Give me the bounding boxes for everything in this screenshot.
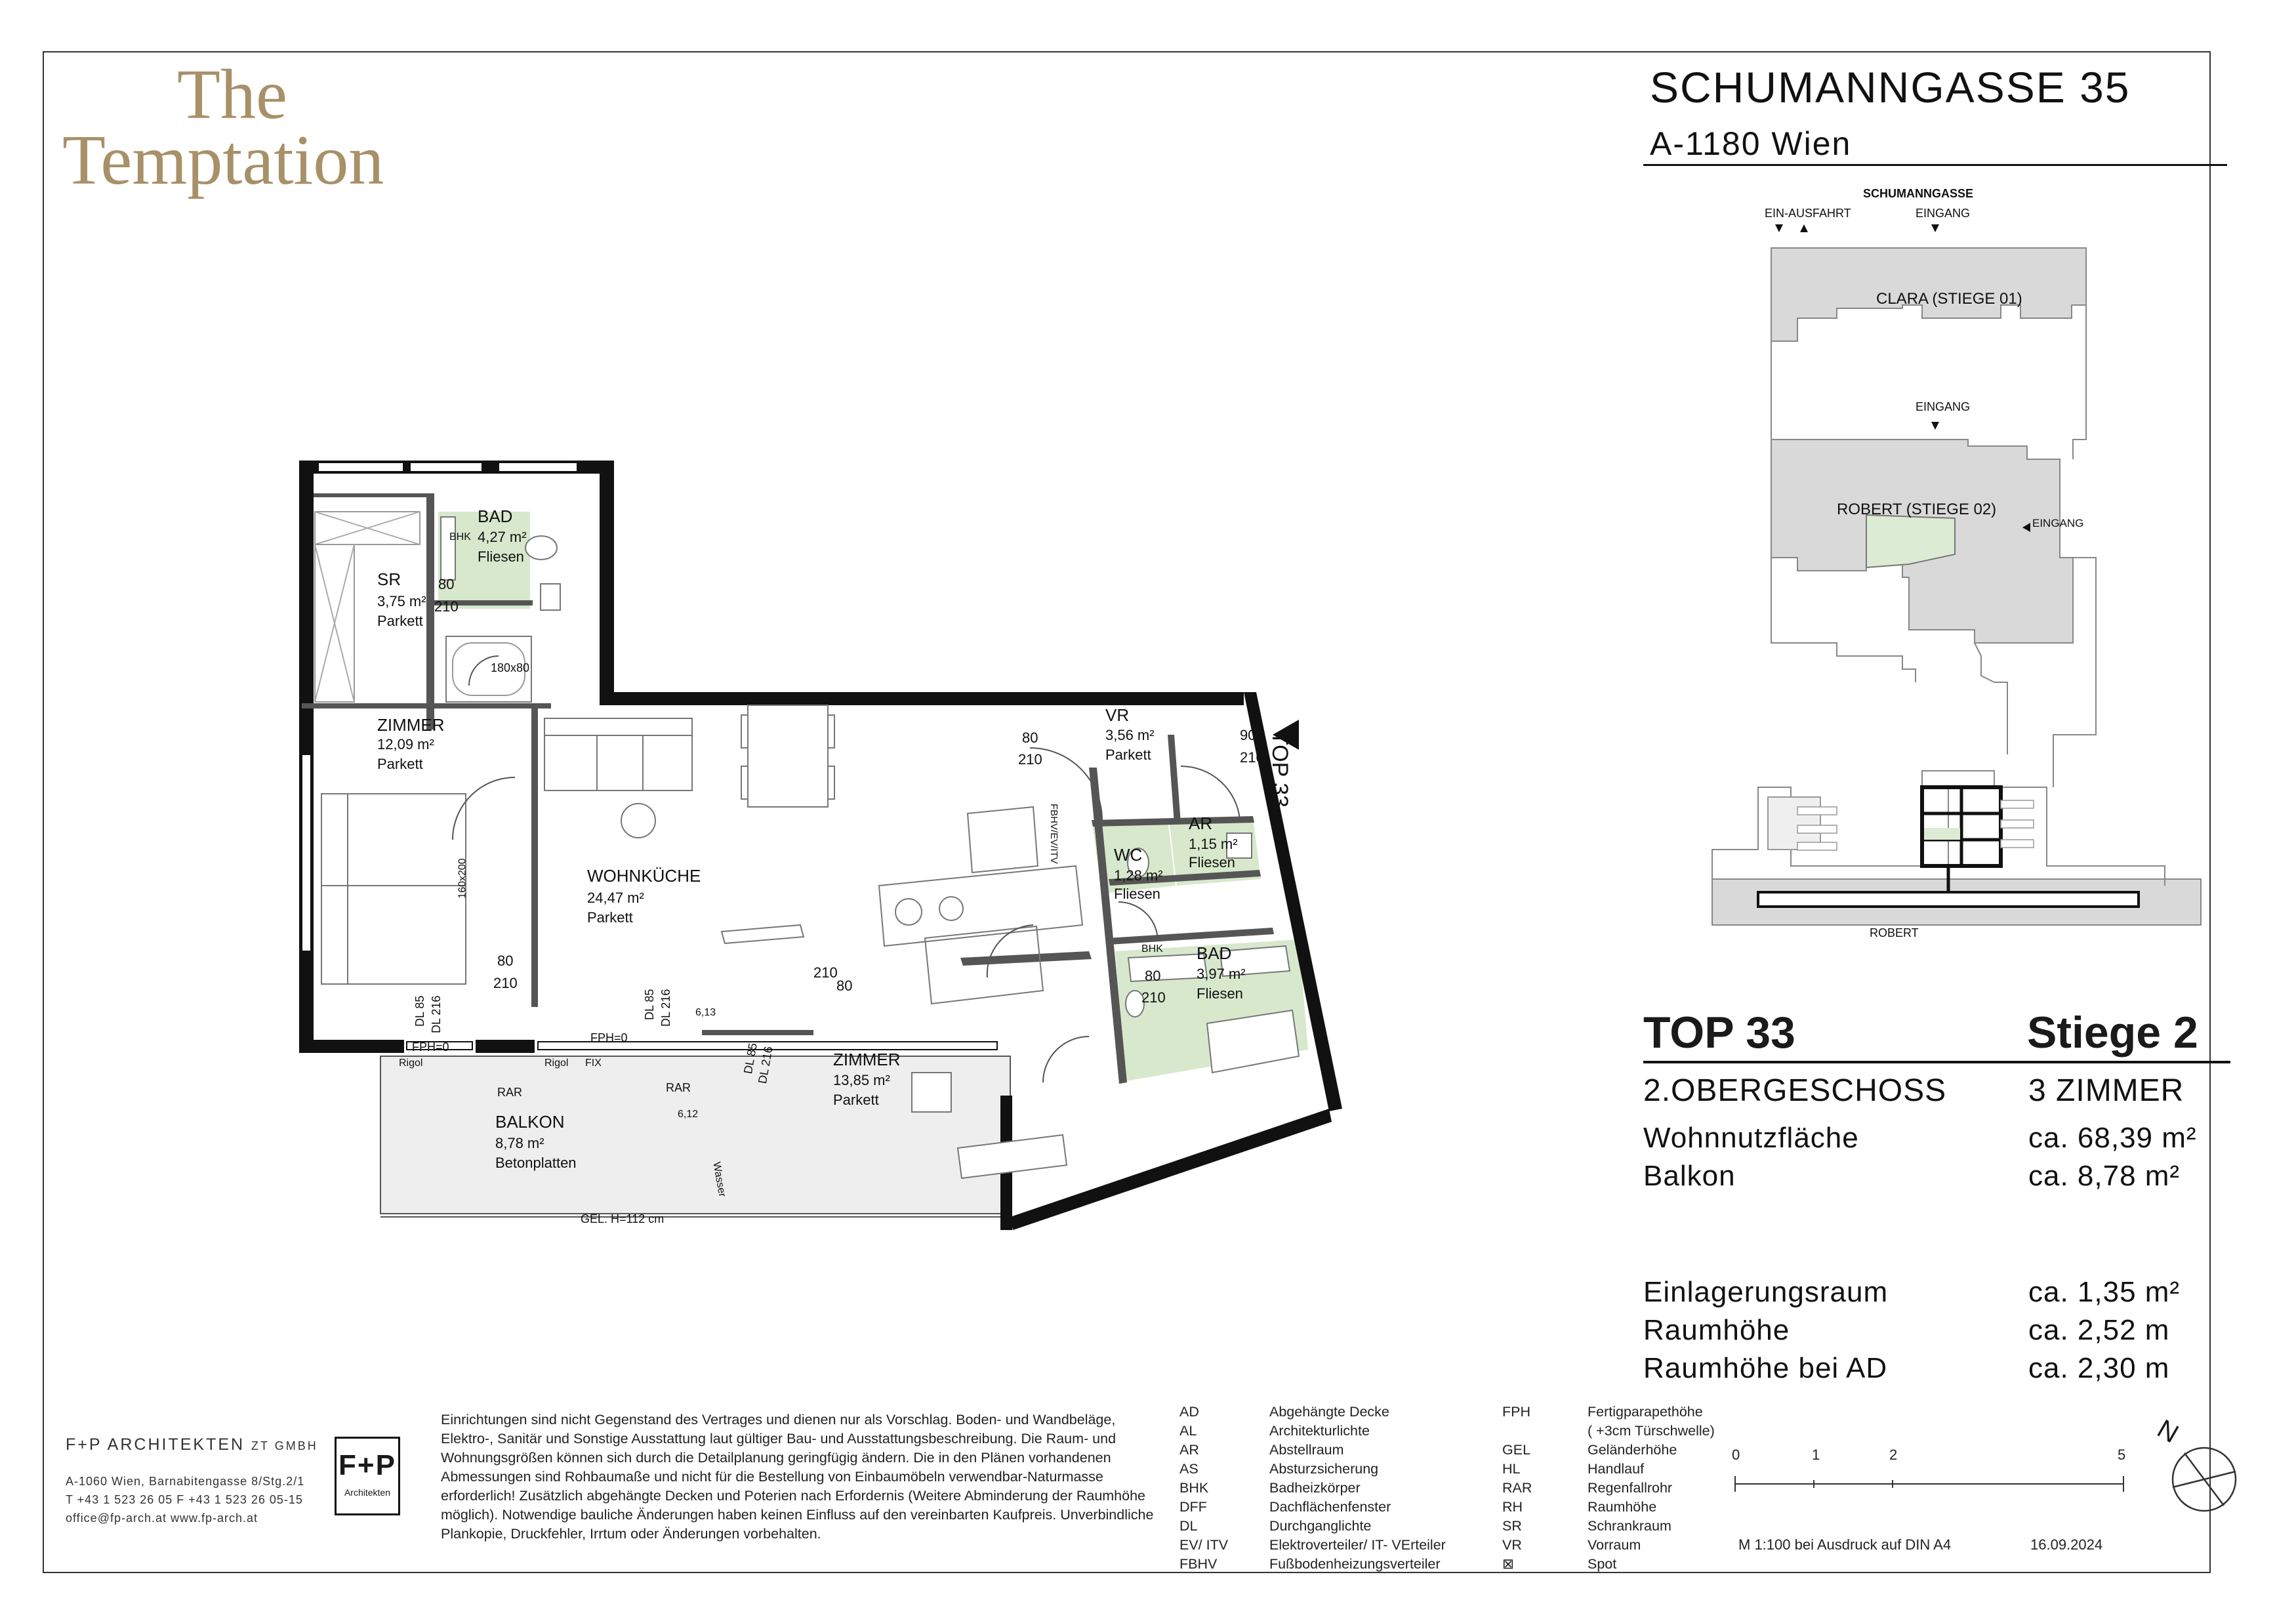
room-zimmer1-area: 12,09 m² — [377, 736, 434, 752]
address-street: SCHUMANNGASSE 35 — [1650, 63, 2131, 112]
site-entrance-top: EINGANG — [1916, 207, 1971, 220]
unit-row-label: Raumhöhe bei AD — [1643, 1352, 1888, 1384]
room-wc-floor: Fliesen — [1114, 886, 1160, 902]
legend-text: Badheizkörper — [1269, 1480, 1361, 1496]
site-entrance-side: EINGANG — [2032, 517, 2084, 529]
legend-text: Abgehängte Decke — [1269, 1404, 1389, 1420]
brand-line2: Temptation — [62, 121, 384, 199]
legend-abbr: DFF — [1179, 1499, 1207, 1515]
fph-middle: FPH=0 — [590, 1031, 628, 1044]
room-vr-name: VR — [1105, 705, 1130, 725]
legend-text: Elektroverteiler/ IT- VErteiler — [1269, 1537, 1446, 1553]
room-bad2-area: 3,97 m² — [1197, 966, 1246, 982]
room-wohnkueche-name: WOHNKÜCHE — [587, 866, 701, 886]
firm-logo-text: F+P — [338, 1449, 396, 1481]
spot-icon: ⊠ — [1502, 1556, 1515, 1572]
room-bad1-floor: Fliesen — [478, 548, 524, 565]
scale-tick-label: 1 — [1812, 1447, 1820, 1463]
firm-phone: T +43 1 523 26 05 F +43 1 523 26 05-15 — [66, 1493, 303, 1506]
legend-text: Dachflächenfenster — [1269, 1499, 1391, 1515]
site-building-robert-label: ROBERT (STIEGE 02) — [1837, 501, 1997, 518]
room-sr-name: SR — [377, 569, 401, 589]
room-bad1-name: BAD — [478, 506, 513, 526]
unit-row-label: Raumhöhe — [1643, 1314, 1790, 1346]
legend-abbr: AR — [1179, 1442, 1199, 1458]
dl216-right: DL 216 — [756, 1045, 775, 1085]
bad2-bhk: BHK — [1141, 943, 1163, 955]
dl216-middle: DL 216 — [659, 989, 672, 1027]
unit-stiege: Stiege 2 — [2027, 1008, 2198, 1058]
legend-abbr: EV/ ITV — [1179, 1537, 1229, 1553]
unit-row-value: ca. 2,30 m — [2028, 1352, 2170, 1384]
address-city: A-1180 Wien — [1650, 125, 1852, 162]
vr-door-height: 210 — [1018, 751, 1042, 768]
north-label: N — [2152, 1414, 2184, 1449]
legend-abbr: GEL — [1502, 1442, 1531, 1458]
unit-row-value: ca. 1,35 m² — [2028, 1276, 2181, 1308]
room-ar-name: AR — [1189, 813, 1213, 833]
legend-text: ( +3cm Türschwelle) — [1588, 1423, 1715, 1439]
room-ar-area: 1,15 m² — [1189, 836, 1238, 852]
bad1-bhk: BHK — [449, 531, 471, 543]
room-wc-area: 1,28 m² — [1114, 867, 1163, 884]
dl216-left: DL 216 — [430, 995, 443, 1033]
legend-abbr: DL — [1179, 1518, 1198, 1534]
zimmer1-door-height: 210 — [493, 975, 518, 991]
site-entry-exit-label: EIN-AUSFAHRT — [1765, 207, 1851, 220]
bed-size: 160x200 — [457, 858, 468, 899]
firm-contact: office@fp-arch.at www.fp-arch.at — [66, 1511, 258, 1525]
legend-abbr: FPH — [1502, 1404, 1530, 1420]
plan-date: 16.09.2024 — [2030, 1536, 2103, 1553]
legend-text: Abstellraum — [1269, 1442, 1344, 1458]
legend-text: Geländerhöhe — [1588, 1442, 1677, 1458]
room-zimmer2-name: ZIMMER — [833, 1050, 901, 1069]
dl85-left: DL 85 — [413, 995, 426, 1027]
site-entrance-mid: EINGANG — [1916, 400, 1971, 413]
site-street-label: SCHUMANNGASSE — [1863, 187, 1974, 200]
legend-text: Raumhöhe — [1588, 1499, 1657, 1515]
plan-top-marker: TOP 33 — [1267, 731, 1292, 808]
unit-top-number: TOP 33 — [1643, 1008, 1795, 1058]
firm-suffix: ZT GMBH — [251, 1439, 318, 1452]
unit-rule — [1643, 1061, 2230, 1063]
zimmer1-door-width: 80 — [497, 953, 514, 969]
legend-abbr: RH — [1502, 1499, 1523, 1515]
scale-text: M 1:100 bei Ausdruck auf DIN A4 — [1738, 1536, 1952, 1553]
firm-name-text: F+P ARCHITEKTEN — [66, 1435, 245, 1454]
dl85-middle: DL 85 — [643, 989, 656, 1020]
water-label: Wasser — [710, 1161, 728, 1198]
unit-floor: 2.OBERGESCHOSS — [1643, 1073, 1947, 1108]
brand-line1: The — [177, 56, 287, 134]
kitchen-door-height: 210 — [813, 964, 838, 981]
room-wohnkueche-floor: Parkett — [587, 909, 633, 926]
bad1-door-width: 80 — [438, 576, 455, 592]
legend-abbr: HL — [1502, 1461, 1521, 1477]
unit-rooms: 3 ZIMMER — [2028, 1073, 2184, 1108]
unit-row-value: ca. 2,52 m — [2028, 1314, 2170, 1346]
unit-row-label: Balkon — [1643, 1160, 1736, 1192]
legend-abbr: AL — [1179, 1423, 1197, 1439]
bad2-door-height: 210 — [1141, 989, 1166, 1006]
unit-row-label: Wohnnutzfläche — [1643, 1122, 1859, 1154]
vr-door-width: 80 — [1022, 729, 1038, 746]
legend-abbr: AS — [1179, 1461, 1199, 1477]
legend-text: Fußbodenheizungsverteiler — [1269, 1556, 1441, 1572]
legend-text: Durchganglichte — [1269, 1518, 1372, 1534]
room-zimmer2-area: 13,85 m² — [833, 1072, 890, 1088]
unit-row-value: ca. 8,78 m² — [2028, 1160, 2181, 1192]
firm-name — [66, 1435, 318, 1454]
room-balkon-area: 8,78 m² — [495, 1135, 544, 1151]
entry-door-width: 90 — [1240, 727, 1256, 743]
legend-abbr: BHK — [1179, 1480, 1209, 1496]
spot-height-612: 6,12 — [678, 1109, 699, 1120]
address-rule — [1643, 164, 2227, 166]
disclaimer: Einrichtungen sind nicht Gegenstand des Vertrages und dienen nur als Vorschlag. Boden- und Wandbeläge, Elektro-, Sanitär und Sonstige Ausstattung laut gültiger Bau- und Ausstattungsbeschreibung. Die Raum- und Wohnungsgrößen können sich durch die Detailplanung geringfügig ändern. Die in den Plänen vorhandenen Abmessungen sind Rohbaumaße und nicht für die Bestellung von Einbaumöbeln verwendbar-Naturmasse erforderlich! Zusätzlich abgehängte Decken und Poterien nach Erfordernis (Weitere Abminderung der Raumhöhe möglich). Notwendige bauliche Änderungen haben keinen Einfluss auf den vereinbarten Kaufpreis. Unverbindliche Plankopie, Druckfehler, Irrtum oder Änderungen vorbehalten. — [441, 1412, 1154, 1542]
legend-abbr: SR — [1502, 1518, 1522, 1534]
site-plan — [1706, 184, 2204, 958]
firm-address: A-1060 Wien, Barnabitengasse 8/Stg.2/1 — [66, 1475, 305, 1488]
north-arrow-icon — [2165, 1440, 2244, 1519]
room-balkon-name: BALKON — [495, 1112, 565, 1132]
rigol-middle: Rigol — [544, 1058, 569, 1069]
site-section-label: ROBERT — [1870, 926, 1919, 939]
scale-tick-label: 2 — [1889, 1447, 1898, 1463]
legend-text: Vorraum — [1588, 1537, 1641, 1553]
unit-row-label: Einlagerungsraum — [1643, 1276, 1889, 1308]
bad2-door-width: 80 — [1145, 968, 1161, 984]
legend-text: Regenfallrohr — [1588, 1480, 1673, 1496]
scale-tick-label: 5 — [2118, 1447, 2126, 1463]
room-ar-floor: Fliesen — [1189, 854, 1235, 871]
firm-logo-sub: Architekten — [344, 1487, 391, 1498]
spot-height-613: 6,13 — [695, 1007, 716, 1018]
bad1-door-height: 210 — [434, 598, 459, 615]
room-sr-floor: Parkett — [377, 613, 423, 629]
rar-right: RAR — [666, 1081, 691, 1094]
floor-plan — [289, 453, 1364, 1240]
room-bad2-floor: Fliesen — [1197, 985, 1243, 1002]
room-bad1-area: 4,27 m² — [478, 529, 527, 545]
legend-text: Architekturlichte — [1269, 1423, 1370, 1439]
room-bad2-name: BAD — [1197, 943, 1232, 963]
room-balkon-floor: Betonplatten — [495, 1155, 577, 1171]
unit-row-value: ca. 68,39 m² — [2028, 1122, 2197, 1154]
legend-abbr: RAR — [1502, 1480, 1532, 1496]
railing-height: GEL. H=112 cm — [581, 1212, 665, 1225]
kitchen-door-width: 80 — [836, 977, 853, 994]
room-zimmer1-name: ZIMMER — [377, 715, 445, 735]
scale-tick-label: 0 — [1732, 1447, 1740, 1463]
fbhv-label: FBHV/EV/ITV — [1048, 804, 1059, 864]
legend-abbr: VR — [1502, 1537, 1522, 1553]
site-building-clara-label: CLARA (STIEGE 01) — [1876, 290, 2022, 308]
bathtub-size: 180x80 — [491, 661, 530, 674]
entry-door-height: 210 — [1240, 749, 1264, 766]
legend-text: Spot — [1588, 1556, 1617, 1572]
rigol-left: Rigol — [399, 1058, 423, 1069]
room-vr-area: 3,56 m² — [1105, 727, 1155, 743]
legend-text: Schrankraum — [1588, 1518, 1671, 1534]
legend-abbr: AD — [1179, 1404, 1199, 1420]
room-zimmer1-floor: Parkett — [377, 756, 423, 772]
firm-logo — [335, 1437, 400, 1515]
room-wohnkueche-area: 24,47 m² — [587, 890, 644, 906]
legend-abbr: FBHV — [1179, 1556, 1218, 1572]
room-vr-floor: Parkett — [1105, 747, 1151, 763]
room-sr-area: 3,75 m² — [377, 593, 426, 609]
room-zimmer2-floor: Parkett — [833, 1092, 879, 1108]
brand-logo — [62, 56, 430, 213]
scale-bar — [1732, 1469, 2125, 1496]
room-wc-name: WC — [1114, 845, 1143, 865]
legend-text: Handlauf — [1588, 1461, 1645, 1477]
legend-text: Absturzsicherung — [1269, 1461, 1379, 1477]
fix-label: FIX — [585, 1058, 602, 1069]
rar-left: RAR — [497, 1086, 523, 1099]
dl85-right: DL 85 — [741, 1042, 760, 1075]
fph-left: FPH=0 — [412, 1040, 449, 1054]
legend-text: Fertigparapethöhe — [1588, 1404, 1703, 1420]
